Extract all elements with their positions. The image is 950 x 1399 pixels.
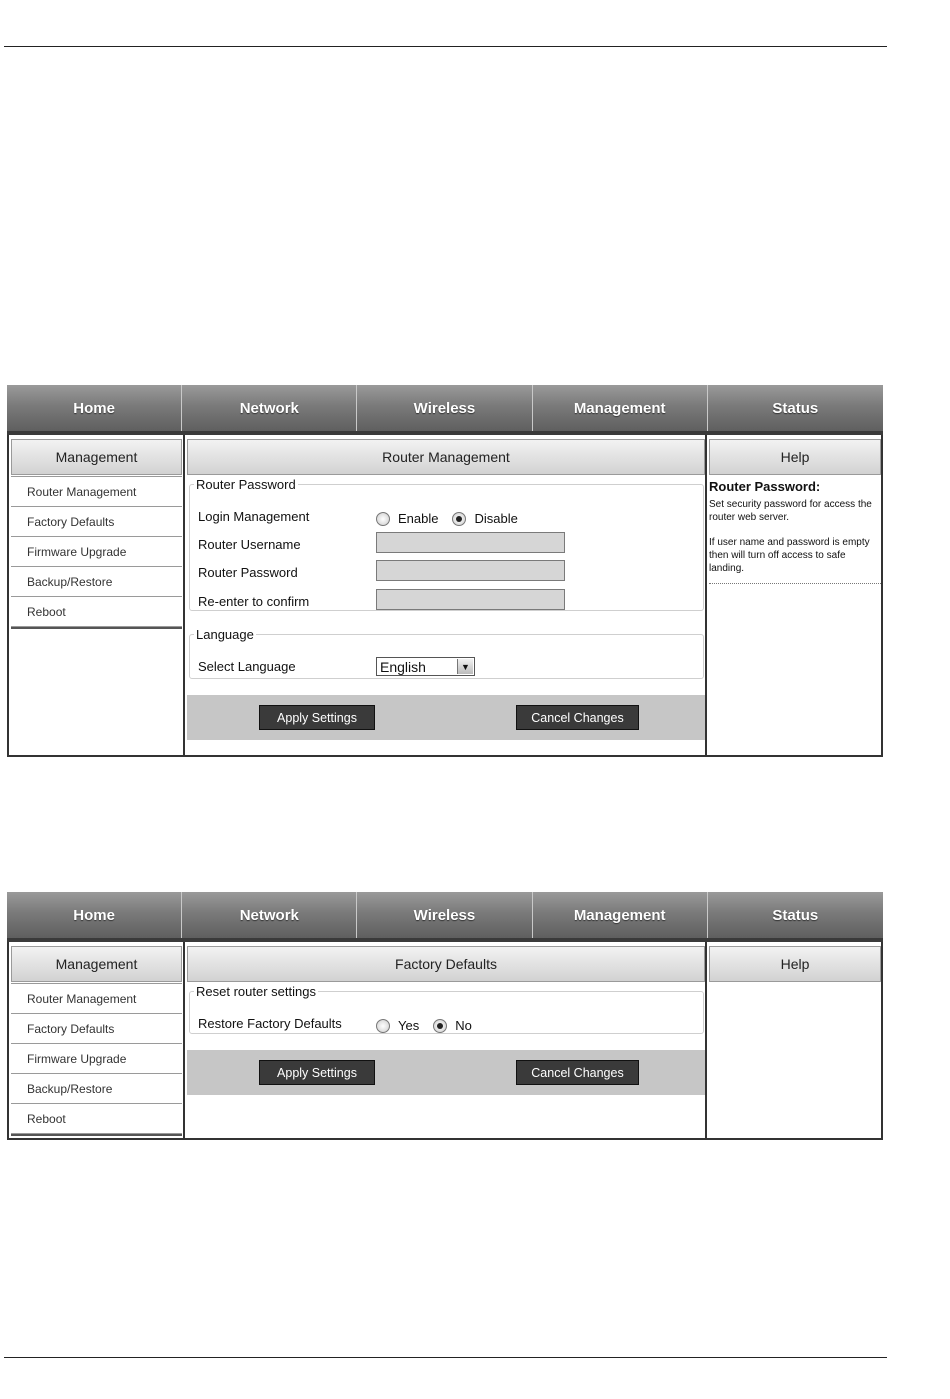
select-language-label: Select Language <box>198 659 296 674</box>
help-paragraph-2: If user name and password is empty then will turn off access to safe landing. <box>709 537 870 574</box>
apply-settings-button[interactable]: Apply Settings <box>259 1060 375 1085</box>
column-divider <box>705 435 707 755</box>
nav-status[interactable]: Status <box>708 385 883 431</box>
disable-label: Disable <box>474 511 518 526</box>
nav-status[interactable]: Status <box>708 892 883 938</box>
action-bar <box>187 695 705 740</box>
router-password-input[interactable] <box>376 560 565 581</box>
yes-radio[interactable] <box>376 1019 390 1033</box>
content-area <box>7 942 883 1140</box>
language-legend: Language <box>196 627 254 642</box>
sidebar-item-router-management[interactable]: Router Management <box>11 984 182 1014</box>
sidebar-title: Management <box>11 439 182 475</box>
restore-radios <box>376 1018 472 1033</box>
reset-router-group <box>189 984 704 1034</box>
nav-home[interactable]: Home <box>7 892 182 938</box>
page-title: Router Management <box>187 439 705 475</box>
language-group <box>189 627 704 679</box>
nav-wireless[interactable]: Wireless <box>357 892 532 938</box>
sidebar-item-backup-restore[interactable]: Backup/Restore <box>11 567 182 597</box>
enable-radio[interactable] <box>376 512 390 526</box>
login-management-label: Login Management <box>198 509 310 524</box>
sidebar-item-firmware-upgrade[interactable]: Firmware Upgrade <box>11 1044 182 1074</box>
nav-management[interactable]: Management <box>533 892 708 938</box>
sidebar-item-firmware-upgrade[interactable]: Firmware Upgrade <box>11 537 182 567</box>
language-select-value: English <box>380 658 426 675</box>
nav-management[interactable]: Management <box>533 385 708 431</box>
help-divider <box>709 583 881 584</box>
bottom-rule <box>4 1357 887 1358</box>
help-heading: Router Password: <box>709 479 821 494</box>
sidebar-item-reboot[interactable]: Reboot <box>11 597 182 627</box>
apply-settings-button[interactable]: Apply Settings <box>259 705 375 730</box>
nav-network[interactable]: Network <box>182 892 357 938</box>
sidebar-item-factory-defaults[interactable]: Factory Defaults <box>11 1014 182 1044</box>
top-nav <box>7 892 883 942</box>
yes-label: Yes <box>398 1018 420 1033</box>
router-password-label: Router Password <box>198 565 298 580</box>
cancel-changes-button[interactable]: Cancel Changes <box>516 1060 639 1085</box>
action-bar <box>187 1050 705 1095</box>
confirm-password-input[interactable] <box>376 589 565 610</box>
help-paragraph-1: Set security password for access the router web server. <box>709 499 872 523</box>
router-username-label: Router Username <box>198 537 301 552</box>
reset-router-legend: Reset router settings <box>196 984 316 999</box>
sidebar-item-reboot[interactable]: Reboot <box>11 1104 182 1134</box>
sidebar-end-rule <box>11 627 182 629</box>
nav-home[interactable]: Home <box>7 385 182 431</box>
help-title: Help <box>709 439 881 475</box>
sidebar-title: Management <box>11 946 182 982</box>
router-password-group <box>189 477 704 611</box>
cancel-changes-button[interactable]: Cancel Changes <box>516 705 639 730</box>
top-nav <box>7 385 883 435</box>
login-management-radios <box>376 511 518 526</box>
sidebar-menu <box>11 983 182 1136</box>
language-select[interactable] <box>376 657 475 676</box>
column-divider <box>183 435 185 755</box>
nav-wireless[interactable]: Wireless <box>357 385 532 431</box>
help-title: Help <box>709 946 881 982</box>
sidebar-item-factory-defaults[interactable]: Factory Defaults <box>11 507 182 537</box>
chevron-down-icon[interactable]: ▼ <box>457 659 473 674</box>
sidebar-menu <box>11 476 182 629</box>
column-divider <box>183 942 185 1138</box>
router-password-legend: Router Password <box>196 477 296 492</box>
sidebar-item-router-management[interactable]: Router Management <box>11 477 182 507</box>
enable-label: Enable <box>398 511 439 526</box>
confirm-password-label: Re-enter to confirm <box>198 594 310 609</box>
restore-factory-defaults-label: Restore Factory Defaults <box>198 1016 342 1031</box>
nav-network[interactable]: Network <box>182 385 357 431</box>
top-rule <box>4 46 887 47</box>
no-radio[interactable] <box>433 1019 447 1033</box>
content-area <box>7 435 883 757</box>
router-management-screen <box>7 385 883 757</box>
sidebar-end-rule <box>11 1134 182 1136</box>
sidebar-item-backup-restore[interactable]: Backup/Restore <box>11 1074 182 1104</box>
page-title: Factory Defaults <box>187 946 705 982</box>
column-divider <box>705 942 707 1138</box>
disable-radio[interactable] <box>452 512 466 526</box>
factory-defaults-screen <box>7 892 883 1140</box>
no-label: No <box>455 1018 472 1033</box>
router-username-input[interactable] <box>376 532 565 553</box>
